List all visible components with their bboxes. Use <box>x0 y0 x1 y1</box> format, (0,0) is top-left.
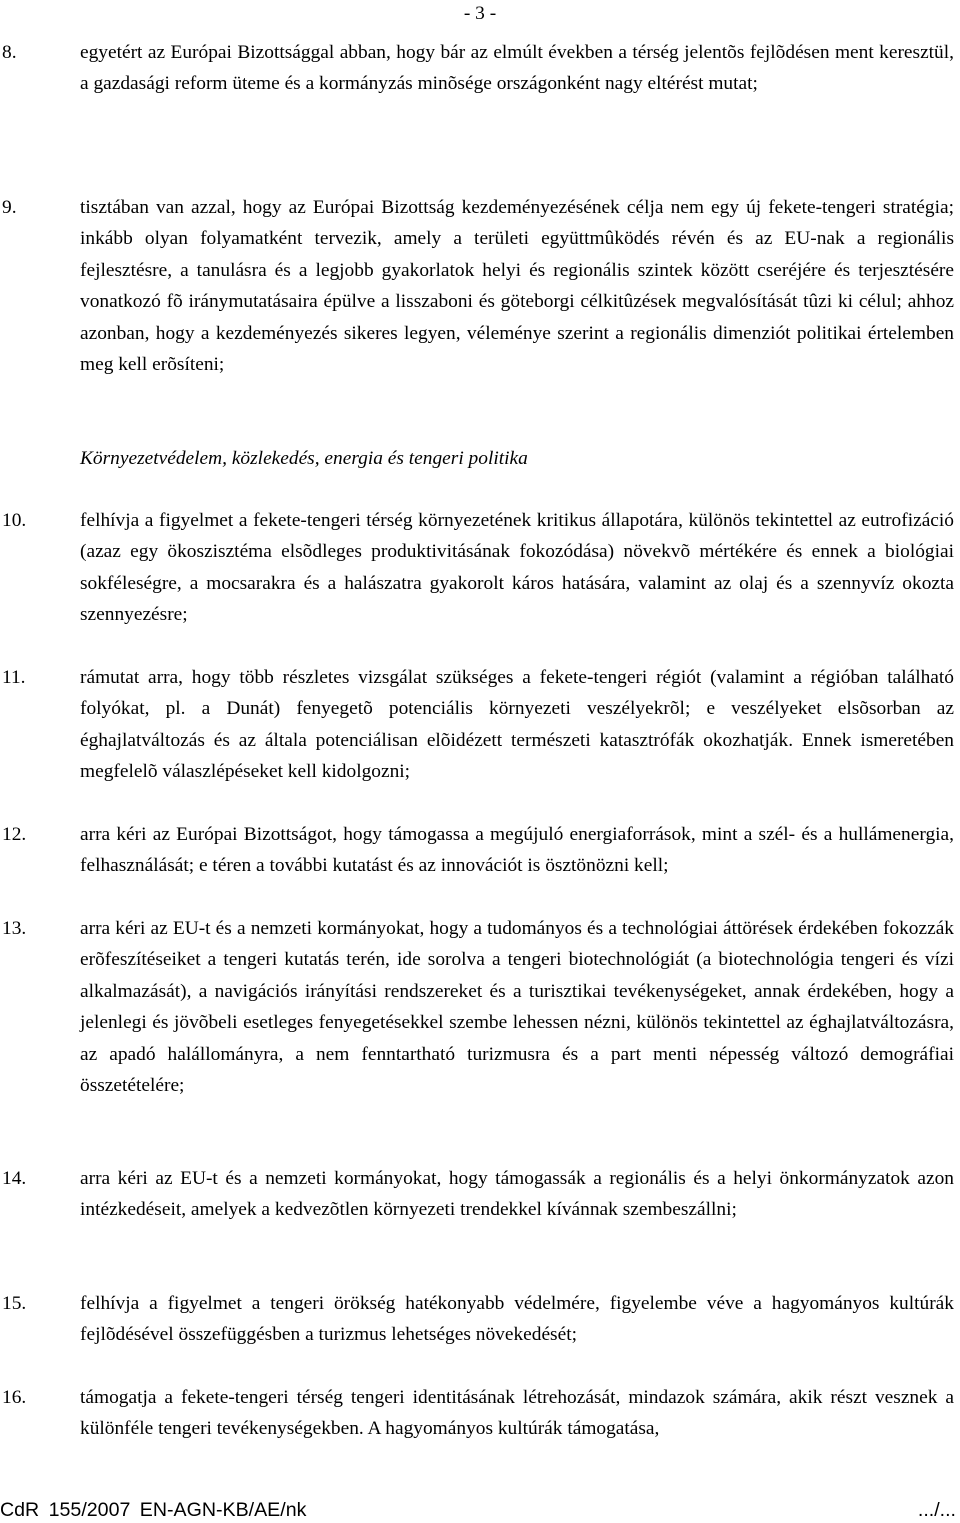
document-reference: CdR 155/2007 EN-AGN-KB/AE/nk <box>0 1499 307 1521</box>
paragraph-number: 12. <box>2 824 27 845</box>
section-heading: Környezetvédelem, közlekedés, energia és tengeri politika <box>80 448 528 469</box>
paragraph-number: 10. <box>2 510 27 531</box>
paragraph-text: felhívja a figyelmet a tengeri örökség hatékonyabb védelmére, figyelembe véve a hagyományos kultúrák fejlõdésével összefüggésben a turizmus lehetséges növekedését; <box>80 1293 954 1346</box>
paragraph-text: rámutat arra, hogy több részletes vizsgálat szükséges a fekete-tengeri régiót (valamint a régióban található folyókat, pl. a Dunát) fenyegetõ potenciális környezeti veszélyekrõl; e veszélyeket elsõsorban az éghajlatváltozás és az általa potenciálisan elõidézett természeti katasztrófák okozhatják. Ennek ismeretében megfelelõ válaszlépéseket kell kidolgozni; <box>80 667 954 783</box>
paragraph-number: 11. <box>2 667 26 688</box>
paragraph-text: arra kéri az EU-t és a nemzeti kormányokat, hogy a tudományos és a technológiai áttörések érdekében fokozzák erõfeszítéseiket a tengeri kutatás terén, ide sorolva a tengeri biotechnológiát (a biotechnológia tengeri és vízi alkalmazását), a navigációs irányítási rendszereket és a turisztikai tevékenységeket, annak érdekében, hogy a jelenlegi és jövõbeli esetleges fenyegetésekkel szembe lehessen nézni, különös tekintettel az éghajlatváltozásra, az apadó halállományra, a nem fenntartható turizmusra és a part menti népesség változó demográfiai összetételére; <box>80 918 954 1097</box>
paragraph-number: 9. <box>2 197 17 218</box>
paragraph-text: felhívja a figyelmet a fekete-tengeri térség környezetének kritikus állapotára, különös tekintettel az eutrofizáció (azaz egy ökoszisztéma elsõdleges produktivitásának fokozódása) növekvõ mértékére és ennek a biológiai sokféleségre, a mocsarakra és a halászatra gyakorolt káros hatására, valamint az olaj és a szennyvíz okozta szennyezésre; <box>80 510 954 626</box>
paragraph-15 <box>0 1288 960 1351</box>
page-number: - 3 - <box>463 3 497 24</box>
paragraph-10 <box>0 505 960 631</box>
paragraph-11 <box>0 662 960 788</box>
paragraph-text: egyetért az Európai Bizottsággal abban, hogy bár az elmúlt években a térség jelentõs fejlõdésen ment keresztül, a gazdasági reform üteme és a kormányzás minõsége országonként nagy eltérést mutat; <box>80 42 954 95</box>
paragraph-text: támogatja a fekete-tengeri térség tengeri identitásának létrehozását, mindazok számára, akik részt vesznek a különféle tengeri tevékenységekben. A hagyományos kultúrák támogatása, <box>80 1387 954 1440</box>
paragraph-number: 14. <box>2 1168 27 1189</box>
paragraph-text: arra kéri az EU-t és a nemzeti kormányokat, hogy támogassák a regionális és a helyi önkormányzatok azon intézkedéseit, amelyek a kedvezõtlen környezeti trendekkel kívánnak szembeszállni; <box>80 1168 954 1221</box>
paragraph-text: arra kéri az Európai Bizottságot, hogy támogassa a megújuló energiaforrások, mint a szél- és a hullámenergia, felhasználását; e téren a további kutatást és az innovációt is ösztönözni kell; <box>80 824 954 877</box>
paragraph-12 <box>0 819 960 882</box>
continuation-mark: .../... <box>917 1499 956 1521</box>
paragraph-number: 13. <box>2 918 27 939</box>
paragraph-13 <box>0 913 960 1101</box>
paragraph-8 <box>0 37 960 100</box>
paragraph-16 <box>0 1382 960 1445</box>
paragraph-number: 16. <box>2 1387 27 1408</box>
paragraph-number: 8. <box>2 42 17 63</box>
paragraph-number: 15. <box>2 1293 27 1314</box>
paragraph-9 <box>0 192 960 380</box>
paragraph-text: tisztában van azzal, hogy az Európai Bizottság kezdeményezésének célja nem egy új fekete-tengeri stratégia; inkább olyan folyamatként tervezik, amely a területi együttmûködés révén és az EU-nak a regionális fejlesztésre, a tanulásra és a legjobb gyakorlatok helyi és regionális szintek között cseréjére és terjesztésére vonatkozó fõ iránymutatásaira épülve a lisszaboni és göteborgi célkitûzések megvalósítását tûzi ki célul; ahhoz azonban, hogy a kezdeményezés sikeres legyen, véleménye szerint a regionális dimenziót politikai értelemben meg kell erõsíteni; <box>80 197 954 376</box>
paragraph-14 <box>0 1163 960 1226</box>
